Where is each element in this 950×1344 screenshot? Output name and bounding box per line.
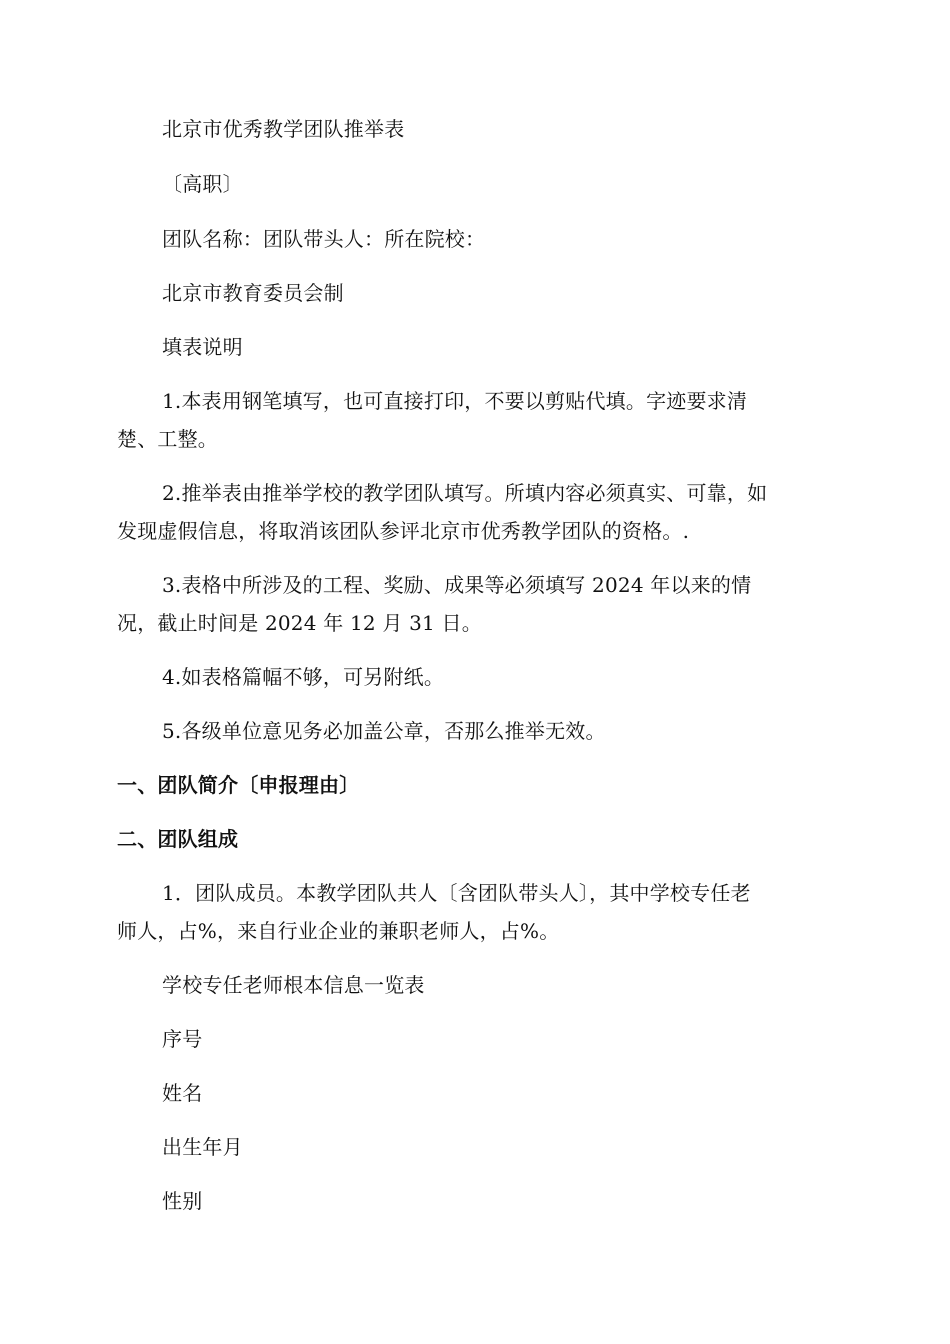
instruction-3-line-1: 3.表格中所涉及的工程、奖励、成果等必须填写 2024 年以来的情 [162, 573, 752, 597]
table-header-name: 姓名 [162, 1081, 203, 1105]
members-line-1: 1．团队成员。本教学团队共人〔含团队带头人〕，其中学校专任老 [162, 881, 751, 905]
instruction-1-line-1: 1.本表用钢笔填写，也可直接打印，不要以剪贴代填。字迹要求清 [162, 389, 748, 413]
section-1-heading: 一、团队简介〔申报理由〕 [117, 773, 360, 797]
document-subtitle: 〔高职〕 [162, 172, 243, 196]
section-2-heading: 二、团队组成 [117, 827, 239, 851]
table-header-gender: 性别 [162, 1189, 203, 1213]
instructions-heading: 填表说明 [162, 335, 243, 359]
table-header-birth: 出生年月 [162, 1135, 243, 1159]
issuer-line: 北京市教育委员会制 [162, 281, 344, 305]
instruction-4: 4.如表格篇幅不够，可另附纸。 [162, 665, 445, 689]
table-header-index: 序号 [162, 1027, 203, 1051]
members-line-2: 师人，占%，来自行业企业的兼职老师人，占%。 [117, 919, 560, 943]
table-title: 学校专任老师根本信息一览表 [162, 973, 425, 997]
instruction-1-line-2: 楚、工整。 [117, 427, 218, 451]
instruction-3-line-2: 况，截止时间是 2024 年 12 月 31 日。 [117, 611, 482, 635]
team-info-line: 团队名称：团队带头人：所在院校： [162, 227, 486, 251]
instruction-2-line-1: 2.推举表由推举学校的教学团队填写。所填内容必须真实、可靠，如 [162, 481, 768, 505]
instruction-2-line-2: 发现虚假信息，将取消该团队参评北京市优秀教学团队的资格。. [117, 519, 690, 543]
instruction-5: 5.各级单位意见务必加盖公章，否那么推举无效。 [162, 719, 606, 743]
document-title: 北京市优秀教学团队推举表 [162, 117, 405, 141]
